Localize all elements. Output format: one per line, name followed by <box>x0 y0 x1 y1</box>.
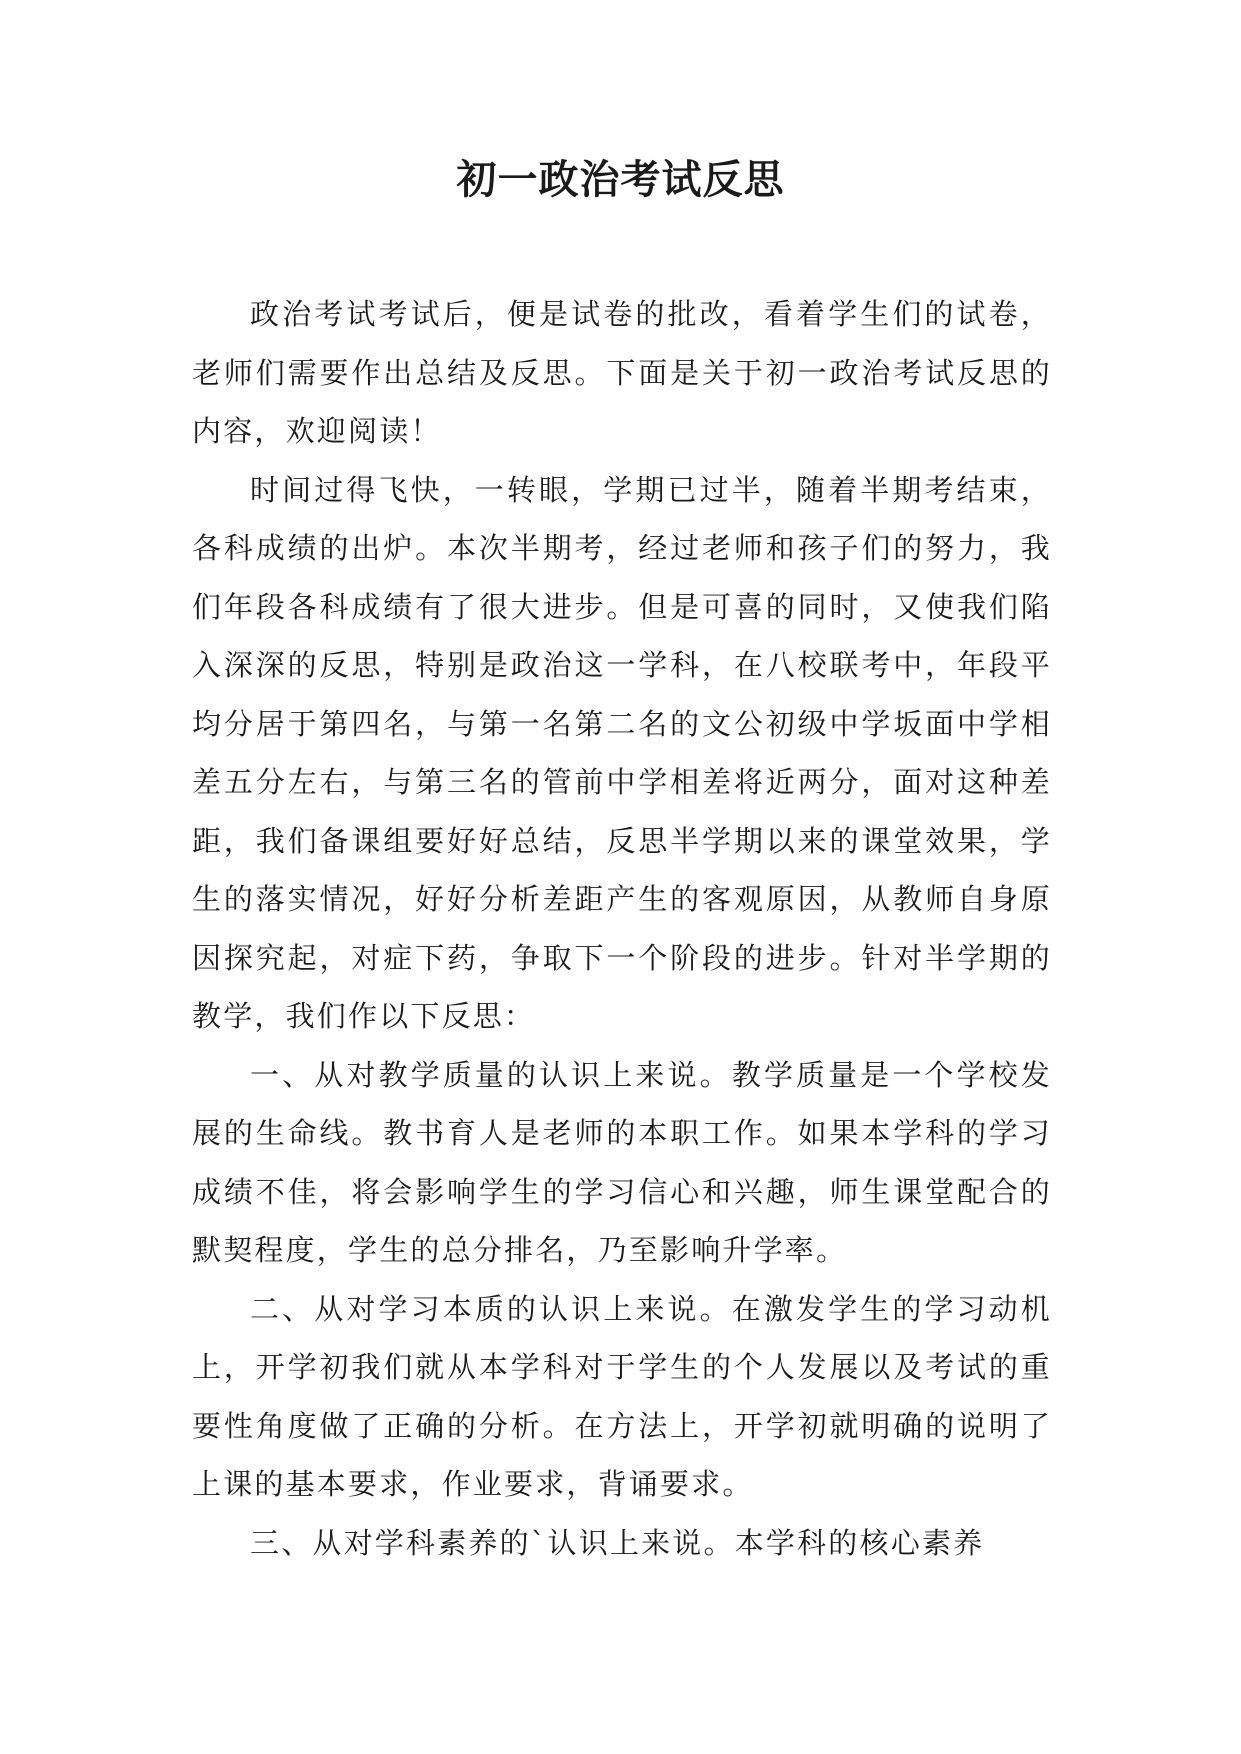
paragraph-point-one: 一、从对教学质量的认识上来说。教学质量是一个学校发展的生命线。教书育人是老师的本职工作。如果本学科的学习成绩不佳，将会影响学生的学习信心和兴趣，师生课堂配合的默契程度，学生的总分排名，乃至影响升学率。 <box>192 1057 1052 1267</box>
paragraph-point-three: 三、从对学科素养的`认识上来说。本学科的核心素养 <box>250 1525 985 1560</box>
paragraph-point-two: 二、从对学习本质的认识上来说。在激发学生的学习动机上，开学初我们就从本学科对于学生的个人发展以及考试的重要性角度做了正确的分析。在方法上，开学初就明确的说明了上课的基本要求，作业要求，背诵要求。 <box>192 1291 1052 1501</box>
paragraph-background: 时间过得飞快，一转眼，学期已过半，随着半期考结束，各科成绩的出炉。本次半期考，经过老师和孩子们的努力，我们年段各科成绩有了很大进步。但是可喜的同时，又使我们陷入深深的反思，特别是政治这一学科，在八校联考中，年段平均分居于第四名，与第一名第二名的文公初级中学坂面中学相差五分左右，与第三名的管前中学相差将近两分，面对这种差距，我们备课组要好好总结，反思半学期以来的课堂效果，学生的落实情况，好好分析差距产生的客观原因，从教师自身原因探究起，对症下药，争取下一个阶段的进步。针对半学期的教学，我们作以下反思： <box>192 472 1052 1033</box>
document-title: 初一政治考试反思 <box>456 156 785 203</box>
paragraph-intro: 政治考试考试后，便是试卷的批改，看着学生们的试卷，老师们需要作出总结及反思。下面是关于初一政治考试反思的内容，欢迎阅读！ <box>192 297 1052 448</box>
document-body <box>192 285 1052 1572</box>
